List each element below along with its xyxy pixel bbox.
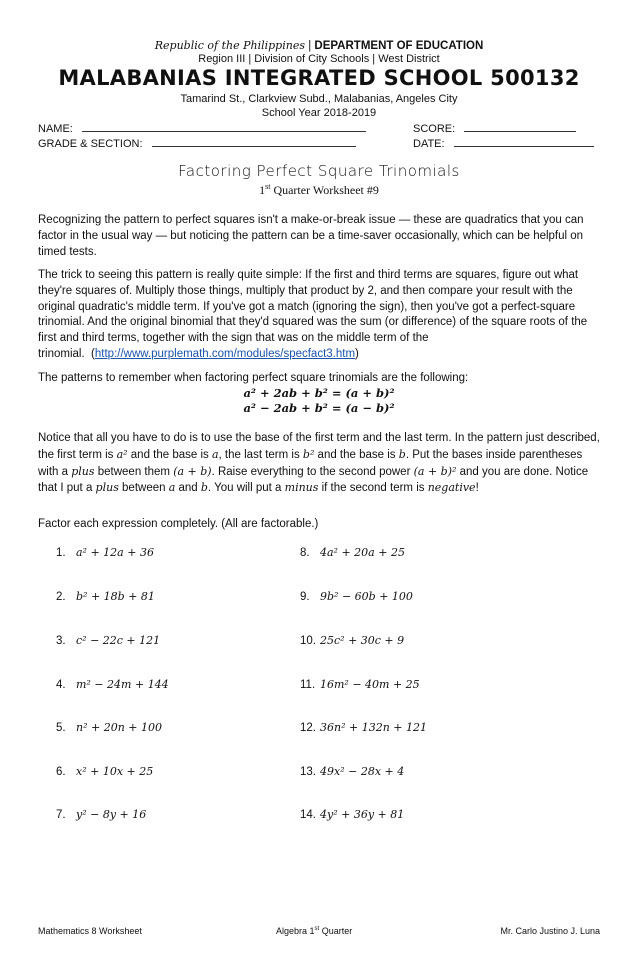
notice-text: . You will put a xyxy=(207,482,285,495)
school-address: Tamarind St., Clarkview Subd., Malabanias, Angeles City xyxy=(180,93,458,105)
name-input-line[interactable] xyxy=(82,121,366,132)
school-name: MALABANIAS INTEGRATED SCHOOL 500132 xyxy=(58,66,580,90)
notice-math: plus xyxy=(71,464,95,478)
notice-math: negative xyxy=(427,481,476,495)
purplemath-link[interactable]: http://www.purplemath.com/modules/specfact3.htm xyxy=(94,347,356,360)
formula-1-text: a² + 2ab + b² = (a + b)² xyxy=(243,386,395,400)
notice-paragraph xyxy=(38,431,603,497)
problem-expression: 25c² + 30c + 9 xyxy=(320,634,405,647)
worksheet-subtitle xyxy=(0,182,638,198)
grade-section-input-line[interactable] xyxy=(152,136,356,147)
notice-text: and you are done. Notice that I put a xyxy=(38,465,589,495)
footer-center-sup: st xyxy=(314,926,320,932)
problem-expression: 16m² − 40m + 25 xyxy=(320,678,420,691)
notice-math: a² xyxy=(116,447,128,461)
name-field xyxy=(38,121,366,135)
problem-item xyxy=(56,808,146,821)
department-text: DEPARTMENT OF EDUCATION xyxy=(314,40,484,52)
notice-text: Notice that all you have to do is to use the base of the first term and the last term. In the pattern just described, the first term is xyxy=(38,432,600,461)
problem-expression: a² + 12a + 36 xyxy=(76,546,154,559)
problem-item xyxy=(300,721,427,734)
problem-item xyxy=(56,765,153,778)
problem-item xyxy=(56,590,155,603)
notice-text: ! xyxy=(475,482,479,495)
problem-number: 10. xyxy=(300,635,316,647)
formula-2-text: a² − 2ab + b² = (a − b)² xyxy=(243,401,395,415)
intro-paragraph: Recognizing the pattern to perfect squares isn't a make-or-break issue — these are quadratics that you can factor in the usual way — but noticing the pattern can be a time-saver occasionally, which can be helpful on timed tests. xyxy=(38,214,584,258)
problem-expression: 4y² + 36y + 81 xyxy=(320,808,405,821)
problem-number: 6. xyxy=(56,766,66,778)
notice-math: b² xyxy=(302,447,315,461)
notice-text: . Raise everything to the second power xyxy=(211,465,414,478)
school-year: School Year 2018-2019 xyxy=(261,107,377,119)
notice-text: between them xyxy=(94,465,174,478)
problem-expression: 4a² + 20a + 25 xyxy=(320,546,405,559)
notice-math: a xyxy=(168,481,176,495)
score-field xyxy=(413,121,576,135)
date-field xyxy=(413,136,594,150)
problem-expression: c² − 22c + 121 xyxy=(76,634,161,647)
problem-item xyxy=(300,590,413,603)
instructions: Factor each expression completely. (All are factorable.) xyxy=(38,518,319,530)
notice-text: and the base is xyxy=(314,448,399,461)
notice-math: (a + b) xyxy=(173,464,212,478)
formula-2 xyxy=(0,401,638,415)
problem-item xyxy=(300,808,404,821)
republic-text: Republic of the Philippines xyxy=(154,39,305,52)
quarter-sup: st xyxy=(265,182,271,191)
problem-expression: y² − 8y + 16 xyxy=(76,808,147,821)
notice-math: b xyxy=(200,481,208,495)
quarter-ordinal: 1 xyxy=(259,183,266,197)
problem-expression: b² + 18b + 81 xyxy=(76,590,155,603)
problem-item xyxy=(300,546,405,559)
problem-item xyxy=(56,678,169,691)
problem-number: 2. xyxy=(56,591,66,603)
problem-number: 4. xyxy=(56,679,66,691)
patterns-intro: The patterns to remember when factoring perfect square trinomials are the following: xyxy=(38,372,469,384)
worksheet-title: Factoring Perfect Square Trinomials xyxy=(178,162,460,180)
date-input-line[interactable] xyxy=(454,136,594,147)
problem-item xyxy=(300,678,420,691)
name-label: NAME: xyxy=(38,123,73,135)
footer-center-text: Quarter xyxy=(319,926,353,936)
notice-text: and xyxy=(175,482,201,495)
notice-math: minus xyxy=(284,481,319,495)
footer-left: Mathematics 8 Worksheet xyxy=(38,926,142,936)
problem-number: 7. xyxy=(56,809,66,821)
problem-expression: 9b² − 60b + 100 xyxy=(320,590,413,603)
region-line: Region III | Division of City Schools | West District xyxy=(198,53,440,65)
notice-math: plus xyxy=(95,481,119,495)
problem-number: 12. xyxy=(300,722,316,734)
problem-number: 3. xyxy=(56,635,66,647)
problem-expression: 49x² − 28x + 4 xyxy=(320,765,405,778)
grade-section-field xyxy=(38,136,356,150)
problem-expression: x² + 10x + 25 xyxy=(76,765,154,778)
problem-item xyxy=(56,546,154,559)
problem-number: 1. xyxy=(56,547,66,559)
trick-text: The trick to seeing this pattern is really quite simple: If the first and third terms are squares, figure out what they're squares of. Multiply those things, multiply that product by 2, and then compare your result with the original quadratic's middle term. If you've got a match (ignoring the sign), then you've got a perfect-square trinomial. And the original binomial that they'd squared was the sum (or difference) of the square roots of the first and third terms, together with the sign that was on the middle term of the trinomial. xyxy=(38,269,588,360)
score-label: SCORE: xyxy=(413,123,456,135)
problem-item xyxy=(56,721,162,734)
notice-math: (a + b)² xyxy=(413,464,457,478)
notice-text: if the second term is xyxy=(318,482,428,495)
problem-expression: m² − 24m + 144 xyxy=(76,678,169,691)
footer-center-text: Algebra 1 xyxy=(276,926,315,936)
problem-number: 8. xyxy=(300,547,310,559)
header-separator: | xyxy=(308,40,312,52)
notice-text: , the last term is xyxy=(218,448,303,461)
notice-math: a xyxy=(211,447,219,461)
quarter-rest: Quarter Worksheet #9 xyxy=(270,183,379,197)
problem-number: 11. xyxy=(300,679,316,691)
problem-number: 14. xyxy=(300,809,316,821)
footer-center xyxy=(276,926,352,936)
header-line-1 xyxy=(0,39,638,52)
problem-item xyxy=(300,765,404,778)
notice-text: . Put the bases inside parentheses with a xyxy=(38,448,583,478)
trick-paragraph: The trick to seeing this pattern is really quite simple: If the first and third terms are squares, figure out what they're squares of. Multiply those things, multiply that product by 2, and then compare your result with the original quadratic's middle term. If you've got a match (ignoring the sign), then you've got a perfect-square trinomial. And the original binomial that they'd squared was the sum (or difference) of the square roots of the first and third terms, together with the sign that was on the middle term of the trinomial. (http://www.purplemath.com/modules/specfact3.htm) xyxy=(38,269,588,360)
problem-number: 5. xyxy=(56,722,66,734)
problem-item xyxy=(300,634,404,647)
notice-text: and the base is xyxy=(127,448,212,461)
problem-expression: n² + 20n + 100 xyxy=(76,721,162,734)
formula-1 xyxy=(0,386,638,400)
notice-math: b xyxy=(398,447,406,461)
notice-text: between xyxy=(118,482,169,495)
footer-right: Mr. Carlo Justino J. Luna xyxy=(500,926,600,936)
grade-section-label: GRADE & SECTION: xyxy=(38,138,143,150)
problem-item xyxy=(56,634,160,647)
date-label: DATE: xyxy=(413,138,445,150)
problem-number: 13. xyxy=(300,766,316,778)
score-input-line[interactable] xyxy=(464,121,576,132)
problem-number: 9. xyxy=(300,591,310,603)
problem-expression: 36n² + 132n + 121 xyxy=(320,721,427,734)
